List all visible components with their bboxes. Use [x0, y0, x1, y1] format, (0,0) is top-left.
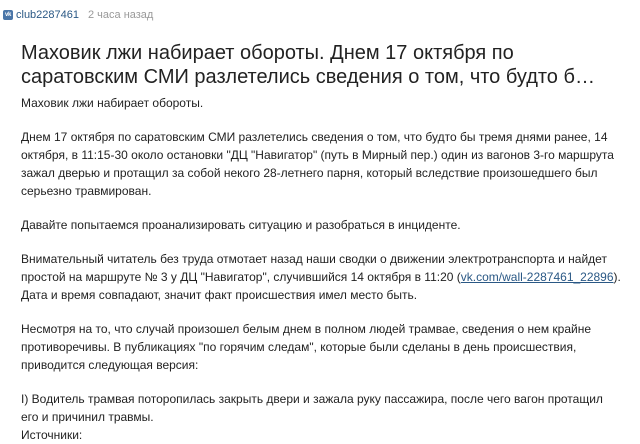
wall-post-link[interactable]: vk.com/wall-2287461_22896 [460, 270, 614, 284]
paragraph-text: ). Дата и время совпадают, значит факт происшествия имел место быть. [21, 270, 621, 302]
post-timestamp: 2 часа назад [88, 9, 154, 21]
article-paragraph: Маховик лжи набирает обороты. [21, 96, 204, 110]
article-paragraph: Несмотря на то, что случай произошел белым днем в полном людей трамвае, сведения о нем крайне противоречивы. В публикациях "по горячим следам", которые были сделаны в день происшествия, приводится следующая версия: [21, 322, 592, 372]
article-paragraph: Днем 17 октября по саратовским СМИ разлетелись сведения о том, что будто бы тремя днями ранее, 14 октября, в 11:15-30 около остановки "ДЦ "Навигатор" (путь в Мирный пер.) один из вагонов 3-го маршрута зажал дверью и протащил за собой некого 28-летнего парня, который вследствие произошедшего был серьезно травмирован. [21, 130, 614, 198]
article-body [21, 94, 621, 444]
post-title[interactable]: Маховик лжи набирает обороты. Днем 17 октября по саратовским СМИ разлетелись сведения о том, что будто бы [21, 42, 590, 88]
article-paragraph: Давайте попытаемся проанализировать ситуацию и разобраться в инциденте. [21, 218, 461, 232]
article-paragraph [21, 250, 621, 304]
source-link[interactable]: club2287461 [16, 9, 80, 21]
article-paragraph: I) Водитель трамвая поторопилась закрыть двери и зажала руку пассажира, после чего вагон протащил его и причинил травмы. [21, 392, 603, 424]
article-paragraph: Источники: [21, 428, 83, 442]
paragraph-text: Внимательный читатель без труда отмотает назад наши сводки о движении электротранспорта и найдет простой на маршруте № 3 у ДЦ "Навигатор", случившийся 14 октября в 11:20 ( [21, 252, 607, 284]
vk-logo-icon: vk [4, 12, 12, 18]
post-header [0, 0, 640, 30]
